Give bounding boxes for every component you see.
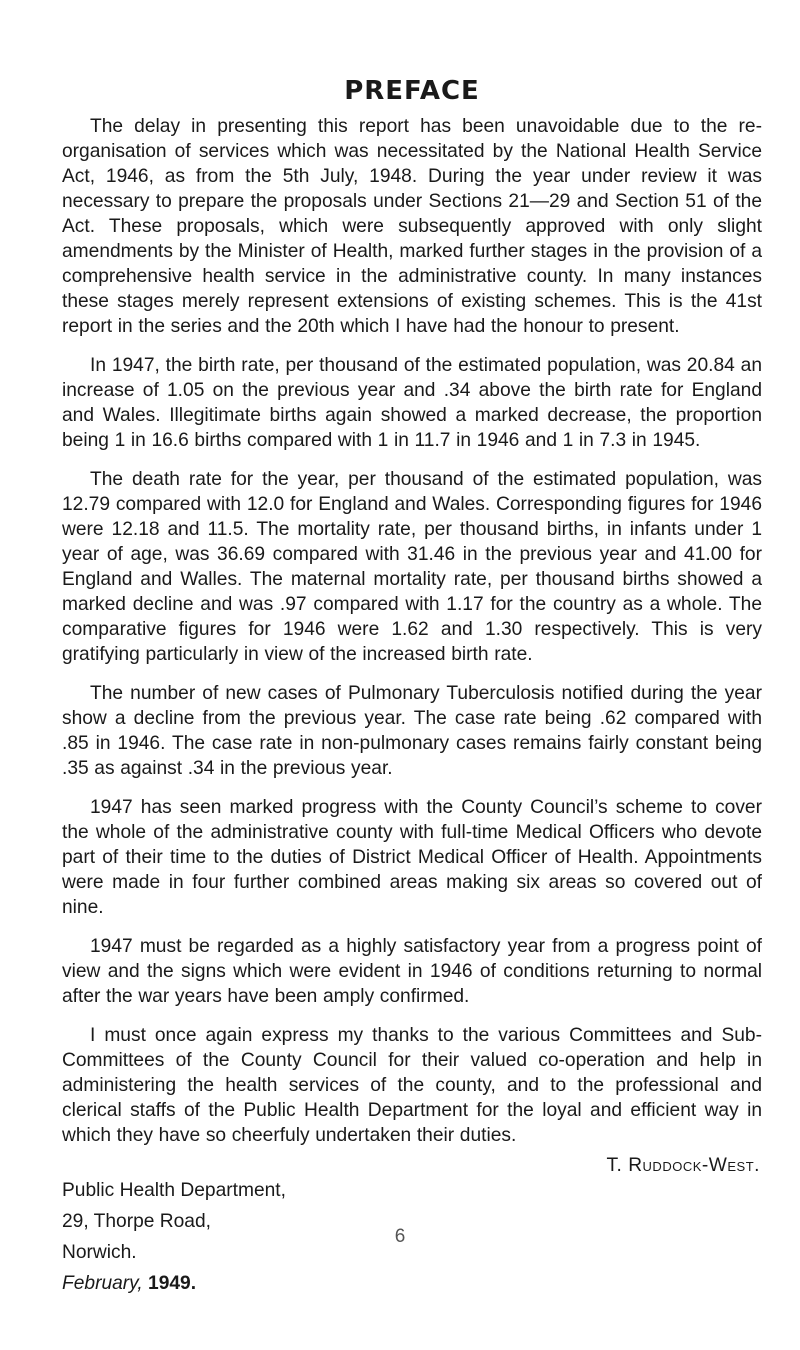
paragraph: The number of new cases of Pulmonary Tuberculosis notified during the year show a decline from the previous year. The case rate being .62 compared with .85 in 1946. The case rate in non-pulmonary cases remains fairly constant being .35 as against .34 in the previous year. xyxy=(62,683,762,779)
page-title: PREFACE xyxy=(344,76,480,106)
date-month: February, xyxy=(62,1273,143,1294)
paragraph: In 1947, the birth rate, per thousand of the estimated population, was 20.84 an increase of 1.05 on the previous year and .34 above the birth rate for England and Wales. Illegitimate births again showed a marked decrease, the proportion being 1 in 16.6 births compared with 1 in 11.7 in 1946 and 1 in 7.3 in 1945. xyxy=(62,355,762,451)
address xyxy=(62,1178,762,1265)
signatory-name: T. Ruddock-West. xyxy=(606,1155,760,1176)
date xyxy=(62,1271,762,1296)
paragraph: I must once again express my thanks to the various Committees and Sub-Committees of the County Council for their valued co-operation and help in administering the health services of the county, and to the professional and clerical staffs of the Public Health Department for the loyal and efficient way in which they have so cheerfuly undertaken their duties. xyxy=(62,1025,762,1146)
address-line: Norwich. xyxy=(62,1242,137,1263)
page-number: 6 xyxy=(394,1226,406,1247)
paragraph: 1947 has seen marked progress with the County Council’s scheme to cover the whole of the administrative county with full-time Medical Officers who devote part of their time to the duties of District Medical Officer of Health. Appointments were made in four further combined areas making six areas so covered out of nine. xyxy=(62,797,762,918)
address-line: 29, Thorpe Road, xyxy=(62,1211,211,1232)
paragraph: 1947 must be regarded as a highly satisfactory year from a progress point of view and the signs which were evident in 1946 of conditions returning to normal after the war years have been amply confirmed. xyxy=(62,936,762,1007)
address-line: Public Health Department, xyxy=(62,1180,286,1201)
signature-block xyxy=(62,1153,762,1296)
document-page xyxy=(62,0,762,1296)
paragraph: The delay in presenting this report has been unavoidable due to the re-organisation of services which was necessitated by the National Health Service Act, 1946, as from the 5th July, 1948. During the year under review it was necessary to prepare the proposals under Sections 21—29 and Section 51 of the Act. These proposals, which were subsequently approved with only slight amendments by the Minister of Health, marked further stages in the provision of a comprehensive health service in the administrative county. In many instances these stages merely represent extensions of existing schemes. This is the 41st report in the series and the 20th which I have had the honour to present. xyxy=(62,116,762,337)
date-year: 1949. xyxy=(148,1273,197,1294)
paragraph: The death rate for the year, per thousand of the estimated population, was 12.79 compared with 12.0 for England and Wales. Corresponding figures for 1946 were 12.18 and 11.5. The mortality rate, per thousand births, in infants under 1 year of age, was 36.69 compared with 31.46 in the previous year and 41.00 for England and Walles. The maternal mortality rate, per thousand births showed a marked decline and was .97 compared with 1.17 for the country as a whole. The comparative figures for 1946 were 1.62 and 1.30 respectively. This is very gratifying particularly in view of the increased birth rate. xyxy=(62,469,762,665)
